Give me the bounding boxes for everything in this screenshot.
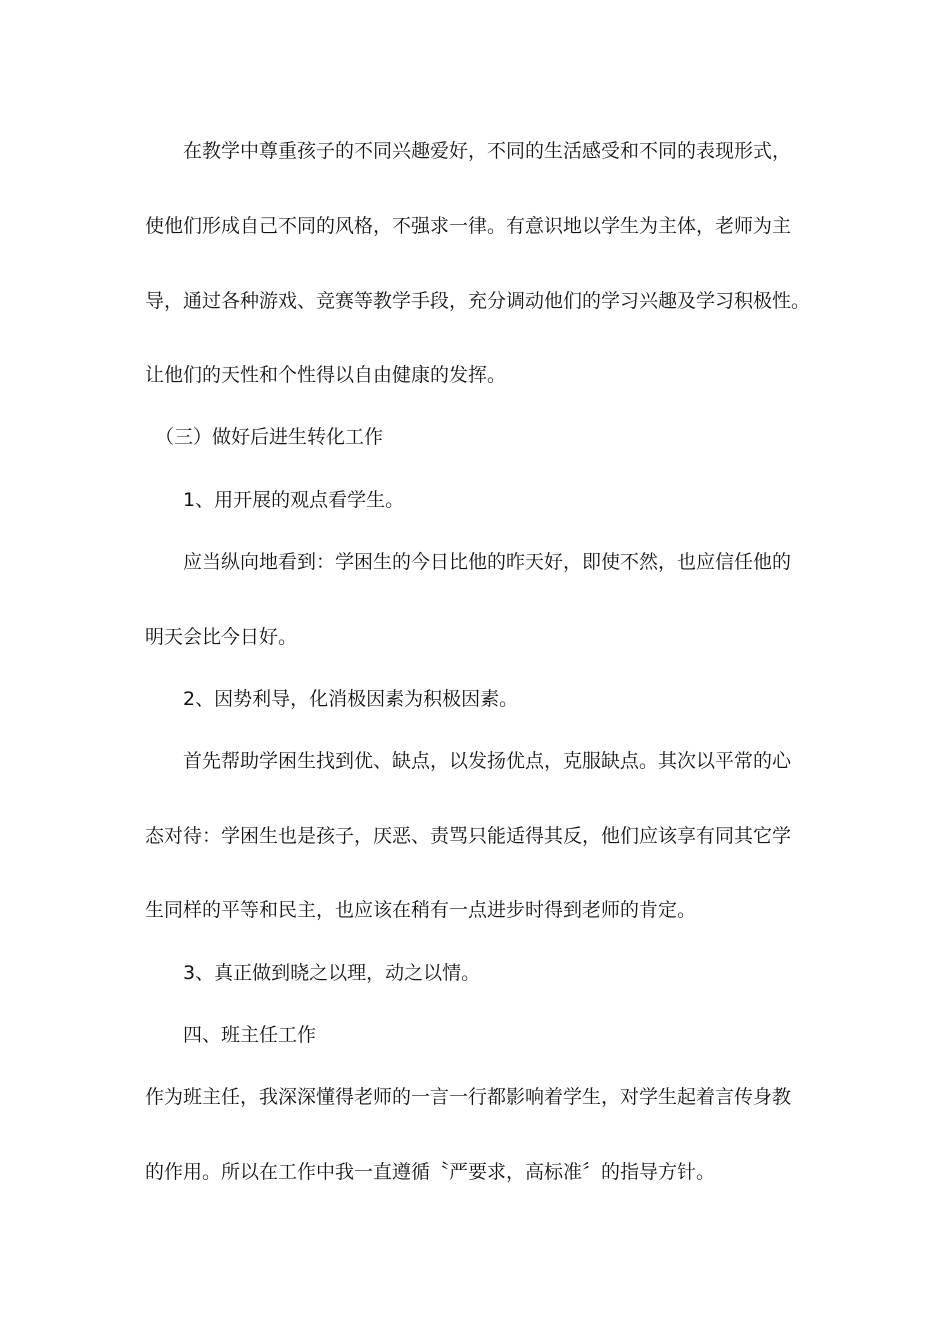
paragraph-line-9: 生同样的平等和民主，也应该在稍有一点进步时得到老师的肯定。 [145, 899, 697, 921]
paragraph-line-7: 首先帮助学困生找到优、缺点，以发扬优点，克服缺点。其次以平常的心 [183, 750, 792, 772]
paragraph-line-3: 导，通过各种游戏、竞赛等教学手段，充分调动他们的学习兴趣及学习积极性。 [145, 290, 811, 312]
section-heading-4: 四、班主任工作 [183, 1024, 317, 1046]
section-heading-3: （三）做好后进生转化工作 [155, 426, 384, 448]
paragraph-line-8: 态对待：学困生也是孩子，厌恶、责骂只能适得其反，他们应该享有同其它学 [145, 825, 792, 847]
paragraph-line-5: 应当纵向地看到：学困生的今日比他的昨天好，即使不然，也应信任他的 [183, 551, 792, 573]
paragraph-line-1: 在教学中尊重孩子的不同兴趣爱好，不同的生活感受和不同的表现形式， [183, 140, 792, 162]
subheading-1: 1、用开展的观点看学生。 [183, 489, 405, 511]
paragraph-line-10: 作为班主任，我深深懂得老师的一言一行都影响着学生，对学生起着言传身教 [145, 1086, 792, 1108]
subheading-3: 3、真正做到晓之以理，动之以情。 [183, 962, 481, 984]
subheading-2: 2、因势利导，化消极因素为积极因素。 [183, 688, 519, 710]
paragraph-line-2: 使他们形成自己不同的风格，不强求一律。有意识地以学生为主体，老师为主 [145, 215, 792, 237]
paragraph-line-6: 明天会比今日好。 [145, 626, 298, 648]
paragraph-line-4: 让他们的天性和个性得以自由健康的发挥。 [145, 364, 507, 386]
paragraph-line-11: 的作用。所以在工作中我一直遵循〝严要求，高标准〞的指导方针。 [145, 1161, 716, 1183]
